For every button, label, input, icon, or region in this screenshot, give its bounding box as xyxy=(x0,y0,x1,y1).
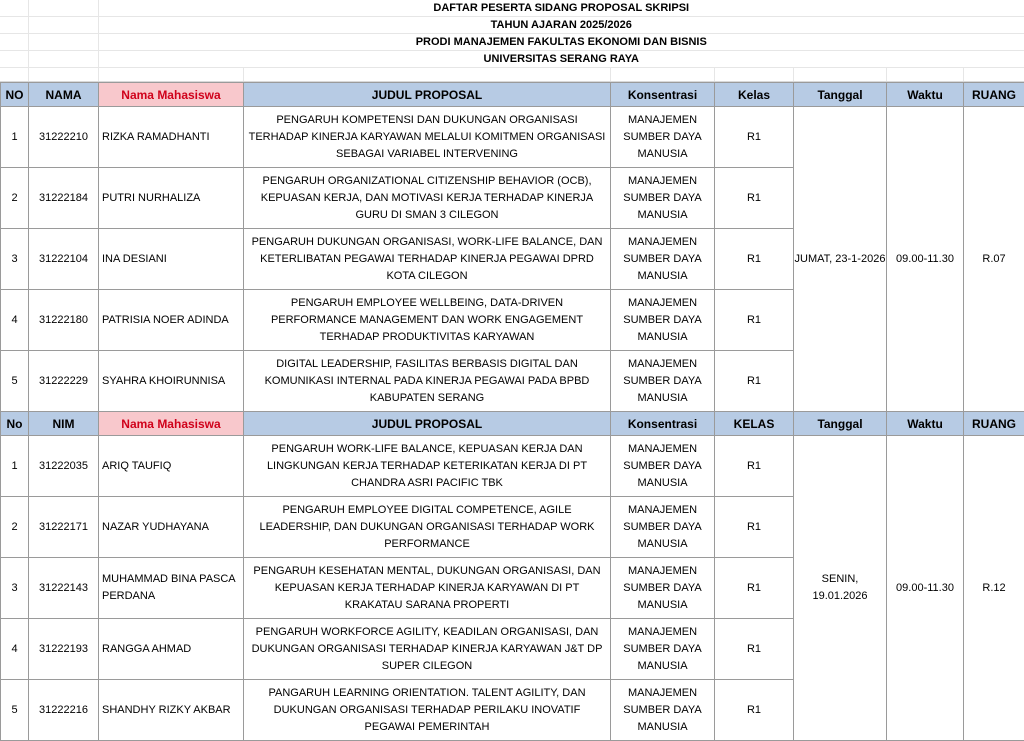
title-line-3[interactable]: PRODI MANAJEMEN FAKULTAS EKONOMI DAN BISNIS xyxy=(98,34,1024,51)
cell-judul[interactable]: PENGARUH WORK-LIFE BALANCE, KEPUASAN KERJA DAN LINGKUNGAN KERJA TERHADAP KETERIKATAN KERJA DI PT CHANDRA ASRI PACIFIC TBK xyxy=(244,436,611,497)
header-tanggal[interactable]: Tanggal xyxy=(794,412,887,436)
cell-no[interactable]: 2 xyxy=(1,497,29,558)
cell-kelas[interactable]: R1 xyxy=(715,558,794,619)
cell-no[interactable]: 1 xyxy=(1,107,29,168)
cell-kelas[interactable]: R1 xyxy=(715,436,794,497)
title-block xyxy=(0,0,1024,68)
header-no[interactable]: No xyxy=(1,412,29,436)
cell-empty[interactable] xyxy=(28,34,98,51)
cell-kelas[interactable]: R1 xyxy=(715,497,794,558)
cell-no[interactable]: 3 xyxy=(1,558,29,619)
cell-kelas[interactable]: R1 xyxy=(715,680,794,741)
header-no[interactable]: NO xyxy=(1,83,29,107)
cell-nama[interactable]: MUHAMMAD BINA PASCA PERDANA xyxy=(99,558,244,619)
cell-kelas[interactable]: R1 xyxy=(715,619,794,680)
cell-nama[interactable]: PUTRI NURHALIZA xyxy=(99,168,244,229)
cell-empty[interactable] xyxy=(963,68,1024,82)
header-konsentrasi[interactable]: Konsentrasi xyxy=(611,412,715,436)
header-nama-mahasiswa[interactable]: Nama Mahasiswa xyxy=(99,412,244,436)
cell-empty[interactable] xyxy=(28,0,98,17)
cell-nim[interactable]: 31222035 xyxy=(29,436,99,497)
title-line-4[interactable]: UNIVERSITAS SERANG RAYA xyxy=(98,51,1024,68)
cell-konsentrasi[interactable]: MANAJEMEN SUMBER DAYA MANUSIA xyxy=(611,497,715,558)
cell-no[interactable]: 4 xyxy=(1,290,29,351)
title-line-2[interactable]: TAHUN AJARAN 2025/2026 xyxy=(98,17,1024,34)
participants-table xyxy=(0,82,1024,741)
cell-kelas[interactable]: R1 xyxy=(715,351,794,412)
header-nim[interactable]: NAMA xyxy=(29,83,99,107)
cell-ruang-group-2[interactable]: R.12 xyxy=(964,436,1024,741)
header-konsentrasi[interactable]: Konsentrasi xyxy=(611,83,715,107)
cell-no[interactable]: 1 xyxy=(1,436,29,497)
cell-kelas[interactable]: R1 xyxy=(715,107,794,168)
cell-empty[interactable] xyxy=(0,34,28,51)
cell-empty[interactable] xyxy=(243,68,610,82)
cell-empty[interactable] xyxy=(28,17,98,34)
header-ruang[interactable]: RUANG xyxy=(964,83,1024,107)
cell-empty[interactable] xyxy=(28,68,98,82)
cell-nim[interactable]: 31222193 xyxy=(29,619,99,680)
cell-judul[interactable]: PENGARUH DUKUNGAN ORGANISASI, WORK-LIFE BALANCE, DAN KETERLIBATAN PEGAWAI TERHADAP KINERJA PEGAWAI DPRD KOTA CILEGON xyxy=(244,229,611,290)
cell-no[interactable]: 2 xyxy=(1,168,29,229)
cell-nama[interactable]: SYAHRA KHOIRUNNISA xyxy=(99,351,244,412)
cell-kelas[interactable]: R1 xyxy=(715,229,794,290)
cell-tanggal-group-1[interactable]: JUMAT, 23-1-2026 xyxy=(794,107,887,412)
header-row-group-2 xyxy=(1,412,1024,436)
cell-waktu-group-1[interactable]: 09.00-11.30 xyxy=(887,107,964,412)
blank-row xyxy=(0,68,1024,82)
header-kelas[interactable]: KELAS xyxy=(715,412,794,436)
cell-empty[interactable] xyxy=(0,68,28,82)
cell-konsentrasi[interactable]: MANAJEMEN SUMBER DAYA MANUSIA xyxy=(611,229,715,290)
cell-kelas[interactable]: R1 xyxy=(715,290,794,351)
cell-konsentrasi[interactable]: MANAJEMEN SUMBER DAYA MANUSIA xyxy=(611,351,715,412)
cell-judul[interactable]: PENGARUH WORKFORCE AGILITY, KEADILAN ORGANISASI, DAN DUKUNGAN ORGANISASI TERHADAP KINERJA KARYAWAN J&T DP SUPER CILEGON xyxy=(244,619,611,680)
cell-judul[interactable]: PENGARUH KESEHATAN MENTAL, DUKUNGAN ORGANISASI, DAN KEPUASAN KERJA TERHADAP KINERJA KARYAWAN DI PT KRAKATAU SARANA PROPERTI xyxy=(244,558,611,619)
header-judul-proposal[interactable]: JUDUL PROPOSAL xyxy=(244,83,611,107)
header-judul-proposal[interactable]: JUDUL PROPOSAL xyxy=(244,412,611,436)
cell-judul[interactable]: PENGARUH EMPLOYEE WELLBEING, DATA-DRIVEN PERFORMANCE MANAGEMENT DAN WORK ENGAGEMENT TERHADAP PRODUKTIVITAS KARYAWAN xyxy=(244,290,611,351)
header-kelas[interactable]: Kelas xyxy=(715,83,794,107)
cell-judul[interactable]: PENGARUH EMPLOYEE DIGITAL COMPETENCE, AGILE LEADERSHIP, DAN DUKUNGAN ORGANISASI TERHADAP WORK PERFORMANCE xyxy=(244,497,611,558)
cell-nama[interactable]: PATRISIA NOER ADINDA xyxy=(99,290,244,351)
cell-tanggal-group-2[interactable]: SENIN, 19.01.2026 xyxy=(794,436,887,741)
cell-empty[interactable] xyxy=(0,51,28,68)
cell-konsentrasi[interactable]: MANAJEMEN SUMBER DAYA MANUSIA xyxy=(611,619,715,680)
cell-nim[interactable]: 31222180 xyxy=(29,290,99,351)
cell-ruang-group-1[interactable]: R.07 xyxy=(964,107,1024,412)
cell-nama[interactable]: SHANDHY RIZKY AKBAR xyxy=(99,680,244,741)
cell-nim[interactable]: 31222229 xyxy=(29,351,99,412)
header-waktu[interactable]: Waktu xyxy=(887,412,964,436)
cell-nama[interactable]: RIZKA RAMADHANTI xyxy=(99,107,244,168)
cell-kelas[interactable]: R1 xyxy=(715,168,794,229)
header-row-group-1 xyxy=(1,83,1024,107)
cell-nim[interactable]: 31222216 xyxy=(29,680,99,741)
cell-no[interactable]: 5 xyxy=(1,351,29,412)
cell-nim[interactable]: 31222210 xyxy=(29,107,99,168)
cell-judul[interactable]: PANGARUH LEARNING ORIENTATION. TALENT AGILITY, DAN DUKUNGAN ORGANISASI TERHADAP PERILAKU INOVATIF PEGAWAI PEMERINTAH xyxy=(244,680,611,741)
cell-empty[interactable] xyxy=(0,17,28,34)
cell-empty[interactable] xyxy=(886,68,963,82)
header-nama-mahasiswa[interactable]: Nama Mahasiswa xyxy=(99,83,244,107)
cell-empty[interactable] xyxy=(610,68,714,82)
cell-empty[interactable] xyxy=(98,68,243,82)
cell-nama[interactable]: INA DESIANI xyxy=(99,229,244,290)
cell-nim[interactable]: 31222104 xyxy=(29,229,99,290)
cell-konsentrasi[interactable]: MANAJEMEN SUMBER DAYA MANUSIA xyxy=(611,168,715,229)
cell-konsentrasi[interactable]: MANAJEMEN SUMBER DAYA MANUSIA xyxy=(611,290,715,351)
cell-empty[interactable] xyxy=(714,68,793,82)
header-ruang[interactable]: RUANG xyxy=(964,412,1024,436)
table-row xyxy=(1,436,1024,497)
cell-konsentrasi[interactable]: MANAJEMEN SUMBER DAYA MANUSIA xyxy=(611,558,715,619)
cell-empty[interactable] xyxy=(0,0,28,17)
cell-no[interactable]: 3 xyxy=(1,229,29,290)
header-tanggal[interactable]: Tanggal xyxy=(794,83,887,107)
cell-no[interactable]: 4 xyxy=(1,619,29,680)
cell-konsentrasi[interactable]: MANAJEMEN SUMBER DAYA MANUSIA xyxy=(611,680,715,741)
cell-konsentrasi[interactable]: MANAJEMEN SUMBER DAYA MANUSIA xyxy=(611,107,715,168)
header-waktu[interactable]: Waktu xyxy=(887,83,964,107)
cell-empty[interactable] xyxy=(28,51,98,68)
cell-nim[interactable]: 31222184 xyxy=(29,168,99,229)
table-row xyxy=(1,107,1024,168)
cell-konsentrasi[interactable]: MANAJEMEN SUMBER DAYA MANUSIA xyxy=(611,436,715,497)
cell-nama[interactable]: RANGGA AHMAD xyxy=(99,619,244,680)
cell-empty[interactable] xyxy=(793,68,886,82)
title-line-1[interactable]: DAFTAR PESERTA SIDANG PROPOSAL SKRIPSI xyxy=(98,0,1024,17)
cell-nim[interactable]: 31222171 xyxy=(29,497,99,558)
cell-no[interactable]: 5 xyxy=(1,680,29,741)
cell-judul[interactable]: DIGITAL LEADERSHIP, FASILITAS BERBASIS DIGITAL DAN KOMUNIKASI INTERNAL PADA KINERJA PEGAWAI PADA BPBD KABUPATEN SERANG xyxy=(244,351,611,412)
cell-nama[interactable]: ARIQ TAUFIQ xyxy=(99,436,244,497)
cell-waktu-group-2[interactable]: 09.00-11.30 xyxy=(887,436,964,741)
cell-nama[interactable]: NAZAR YUDHAYANA xyxy=(99,497,244,558)
cell-nim[interactable]: 31222143 xyxy=(29,558,99,619)
header-nim[interactable]: NIM xyxy=(29,412,99,436)
cell-judul[interactable]: PENGARUH KOMPETENSI DAN DUKUNGAN ORGANISASI TERHADAP KINERJA KARYAWAN MELALUI KOMITMEN ORGANISASI SEBAGAI VARIABEL INTERVENING xyxy=(244,107,611,168)
cell-judul[interactable]: PENGARUH ORGANIZATIONAL CITIZENSHIP BEHAVIOR (OCB), KEPUASAN KERJA, DAN MOTIVASI KERJA TERHADAP KINERJA GURU DI SMAN 3 CILEGON xyxy=(244,168,611,229)
